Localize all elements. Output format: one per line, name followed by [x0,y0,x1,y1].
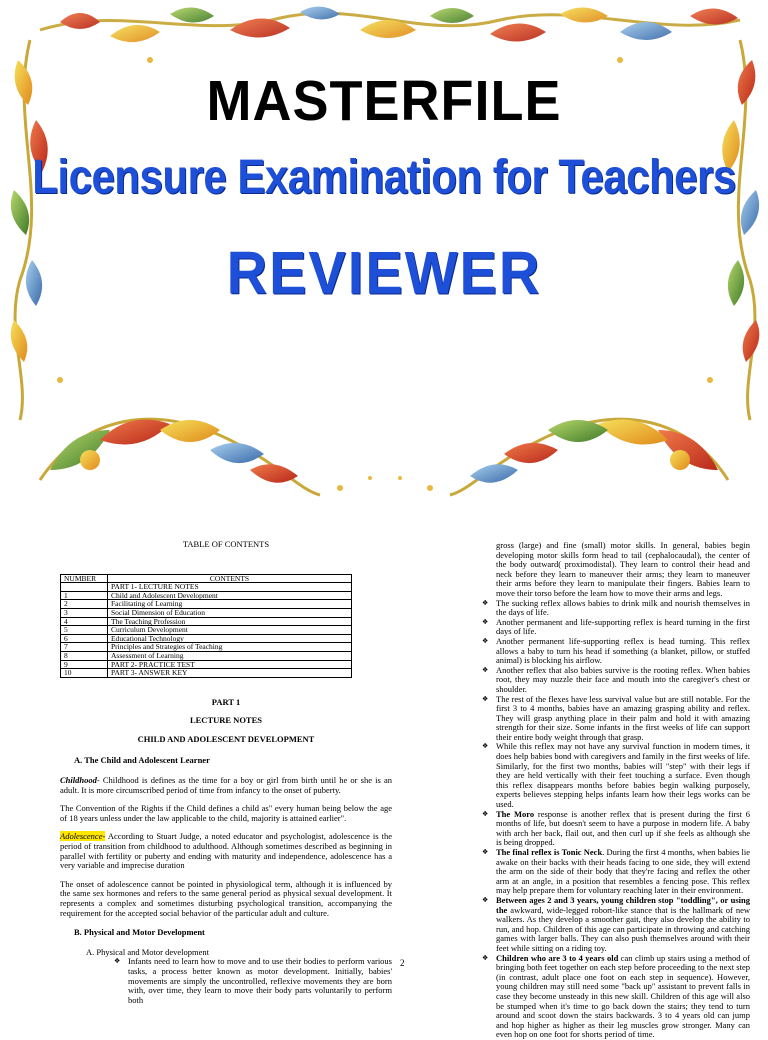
cover-title-masterfile: MASTERFILE [206,69,562,133]
part-heading: PART 1 [211,696,241,707]
cover-title-licensure: Licensure Examination for Teachers [32,149,736,204]
toc-row-content: Child and Adolescent Development [108,591,352,600]
bullet-ages-3-4 [482,954,750,1040]
bullet-sucking: ❖ The sucking reflex allows babies to drink milk and nourish themselves in the days of life. [482,599,750,618]
toc-table [60,574,352,678]
toc-row-content: Curriculum Development [108,626,352,635]
ages-2-3-lead: Between ages 2 and 3 years, young children stop "toddling", or using the [496,894,750,915]
childhood-paragraph [60,776,392,795]
tonic-neck-lead: The final reflex is Tonic Neck [496,847,603,857]
childhood-term: Childhood [60,775,97,786]
toc-row-number: 6 [61,634,108,643]
toc-row [61,669,352,678]
bullet-infants: ❖ Infants need to learn how to move and to use their bodies to perform various tasks, a process better known as motor development. Initially, babies' movements are simply the uncontrolled, reflexive movements they are born with, over time, they learn to move their body parts voluntarily to perform both [114,957,392,1005]
top-vine [40,6,740,42]
toc-row-number: 3 [61,608,108,617]
ages-2-3-text: awkward, wide-legged robort-like stance that is the hallmark of new walkers. As they develop a smoother gait, they also develop the ability to run, and hop. Children of this age can participate in throwing and catching games with larger balls. They can also push themselves around with their feet while sitting on a riding toy. [496,904,750,953]
right-column [482,541,750,1040]
toc-header-row [61,574,352,583]
ages-3-4-text: can climb up stairs using a method of bringing both feet together on each step before proceeding to the next step (in contrast, adult place one foot on each step in sequence). However, young children may still need some "back up" assistant to prevent falls in case they become unsteady in this new skill. Children of this age will also be stumped when it's time to go back down the stairs; they tend to turn around and scoot down the stairs backwards. 3 to 4 years old can jump and hop higher as higher as their leg muscles grow stronger. Many can even hop on one foot for shorts period of time. [496,952,750,1040]
adolescence-paragraph [60,832,392,870]
toc-row [61,626,352,635]
bullet-stepping: ❖ While this reflex may not have any survival function in modern times, it does help babies bond with caregivers and family in the first weeks of life. Similarly, for the first two months, babies will "step" with their legs if they are held vertically with their feet touching a surface. Even though this reflex disappears months before babies begin walking purposely, experts believes stepping helps infants learn how their legs works can be used. [482,742,750,809]
cover-page [0,0,768,510]
bullet-moro [482,810,750,848]
toc-row-content: PART 3- ANSWER KEY [108,669,352,678]
adolescence-term: Adolescence- [60,831,106,842]
toc-header-number: NUMBER [61,574,108,583]
bottom-right-ornament [450,419,728,495]
toc-row-number: 4 [61,617,108,626]
toc-row-content: PART 2- PRACTICE TEST [108,660,352,669]
bullet-ages-2-3 [482,896,750,954]
toc-row-number [61,583,108,592]
section-a-heading: A. The Child and Adolescent Learner [74,754,210,765]
toc-row-number: 1 [61,591,108,600]
moro-lead: The Moro [496,808,535,819]
toc-row-number: 5 [61,626,108,635]
toc-title: TABLE OF CONTENTS [182,539,270,549]
moro-text: response is another reflex that is present during the first 6 months of life, but doesn't seem to have a purpose in modern life. A baby with arch her back, flail out, and then curl up if she feels as although she is being dropped. [496,808,750,848]
bullet-tonic-neck [482,848,750,896]
toc-row-content: The Teaching Profession [108,617,352,626]
tonic-neck-text: . During the first 4 months, when babies lie awake on their backs with their heads facing to one side, they will extend the arm on the side of their body that they're facing and reflex the other arm at an angle, in a position that resembles a fencing pose. This reflex may help prepare them for voluntary reaching later in their environment. [496,847,750,896]
childhood-text: - Childhood is defines as the time for a boy or girl from birth until he or she is an adult. It is more circumscribed period of time from infancy to the onset of puberty. [60,775,392,795]
toc-row-content: Educational Technology [108,634,352,643]
toc-row-content: PART 1- LECTURE NOTES [108,583,352,592]
page-number: 2 [400,958,405,968]
bullet-rooting: ❖ Another reflex that also babies survive is the rooting reflex. When babies root, they may nuzzle their face and mouth into the caregiver's chest or shoulder. [482,666,750,695]
toc-row-number: 10 [61,669,108,678]
toc-row [61,600,352,609]
bullet-heard-turning: ❖ Another permanent and life-supporting reflex is heard turning in the first days of life. [482,618,750,637]
toc-row-content: Facilitating of Learning [108,600,352,609]
bottom-left-ornament [40,419,320,495]
toc-row-content: Principles and Strategies of Teaching [108,643,352,652]
subsection-a-heading: A. Physical and Motor development [86,946,209,957]
ages-3-4-lead: Children who are 3 to 4 years old [496,952,619,963]
toc-row [61,643,352,652]
toc-row [61,660,352,669]
section-b-heading: B. Physical and Motor Development [74,927,205,938]
toc-row [61,608,352,617]
lecture-notes-heading: LECTURE NOTES [189,715,263,726]
bullet-head-turning: ❖ Another permanent life-supporting reflex is head turning. This reflex allows a baby to turn his head if something (a blanket, pillow, or stuffed animal) is blocking his airflow. [482,637,750,666]
toc-row [61,617,352,626]
toc-row-content: Assessment of Learning [108,651,352,660]
cover-title-reviewer: REVIEWER [226,238,542,307]
toc-row [61,651,352,660]
toc-row [61,591,352,600]
toc-row-number: 9 [61,660,108,669]
convention-paragraph: The Convention of the Rights if the Child defines a child as" every human being below the age of 18 years unless under the law applicable to the child, majority is attained earlier". [60,803,392,823]
toc-row-number: 7 [61,643,108,652]
bullet-grasping: ❖ The rest of the flexes have less survival value but are still notable. For the first 3 to 4 months, babies have an amazing grasping ability and reflex. They will grasp anything place in their palm and hold it with amazing strength for their size. Some infants in the first weeks of life can support their entire body weight through that grasp. [482,695,750,743]
toc-header-contents: CONTENTS [108,574,352,583]
adolescence-text: According to Stuart Judge, a noted educator and psychologist, adolescence is the period of transition from childhood to adulthood. Although sometimes described as beginning in parallel with fertility or puberty and ending with maturity and independence, adolescence has a very variable and imprecise duration [60,831,392,871]
motor-paragraph: gross (large) and fine (small) motor skills. In general, babies begin developing motor skills form head to tail (cephalocaudal), the center of the body outward( proximodistal). They learn to control their head and neck before they learn to maneuver their arms; they learn to maneuver their arms before they learn to manipulate their fingers. Babies learn to move their torso before the learn how to move their arms and legs. [496,540,750,598]
toc-row-number: 2 [61,600,108,609]
left-column [60,540,392,1005]
cad-heading: CHILD AND ADOLESCENT DEVELOPMENT [137,733,315,744]
onset-paragraph: The onset of adolescence cannot be pointed in physiological term, although it is influenced by the same sex hormones and refers to the same general period as physical sexual development. It represents a complex and sometimes disturbing psychological transition, accompanying the requirement for the accepted social behavior of the particular adult and culture. [60,878,392,918]
toc-row-number: 8 [61,651,108,660]
toc-row [61,583,352,592]
toc-row-content: Social Dimension of Education [108,608,352,617]
